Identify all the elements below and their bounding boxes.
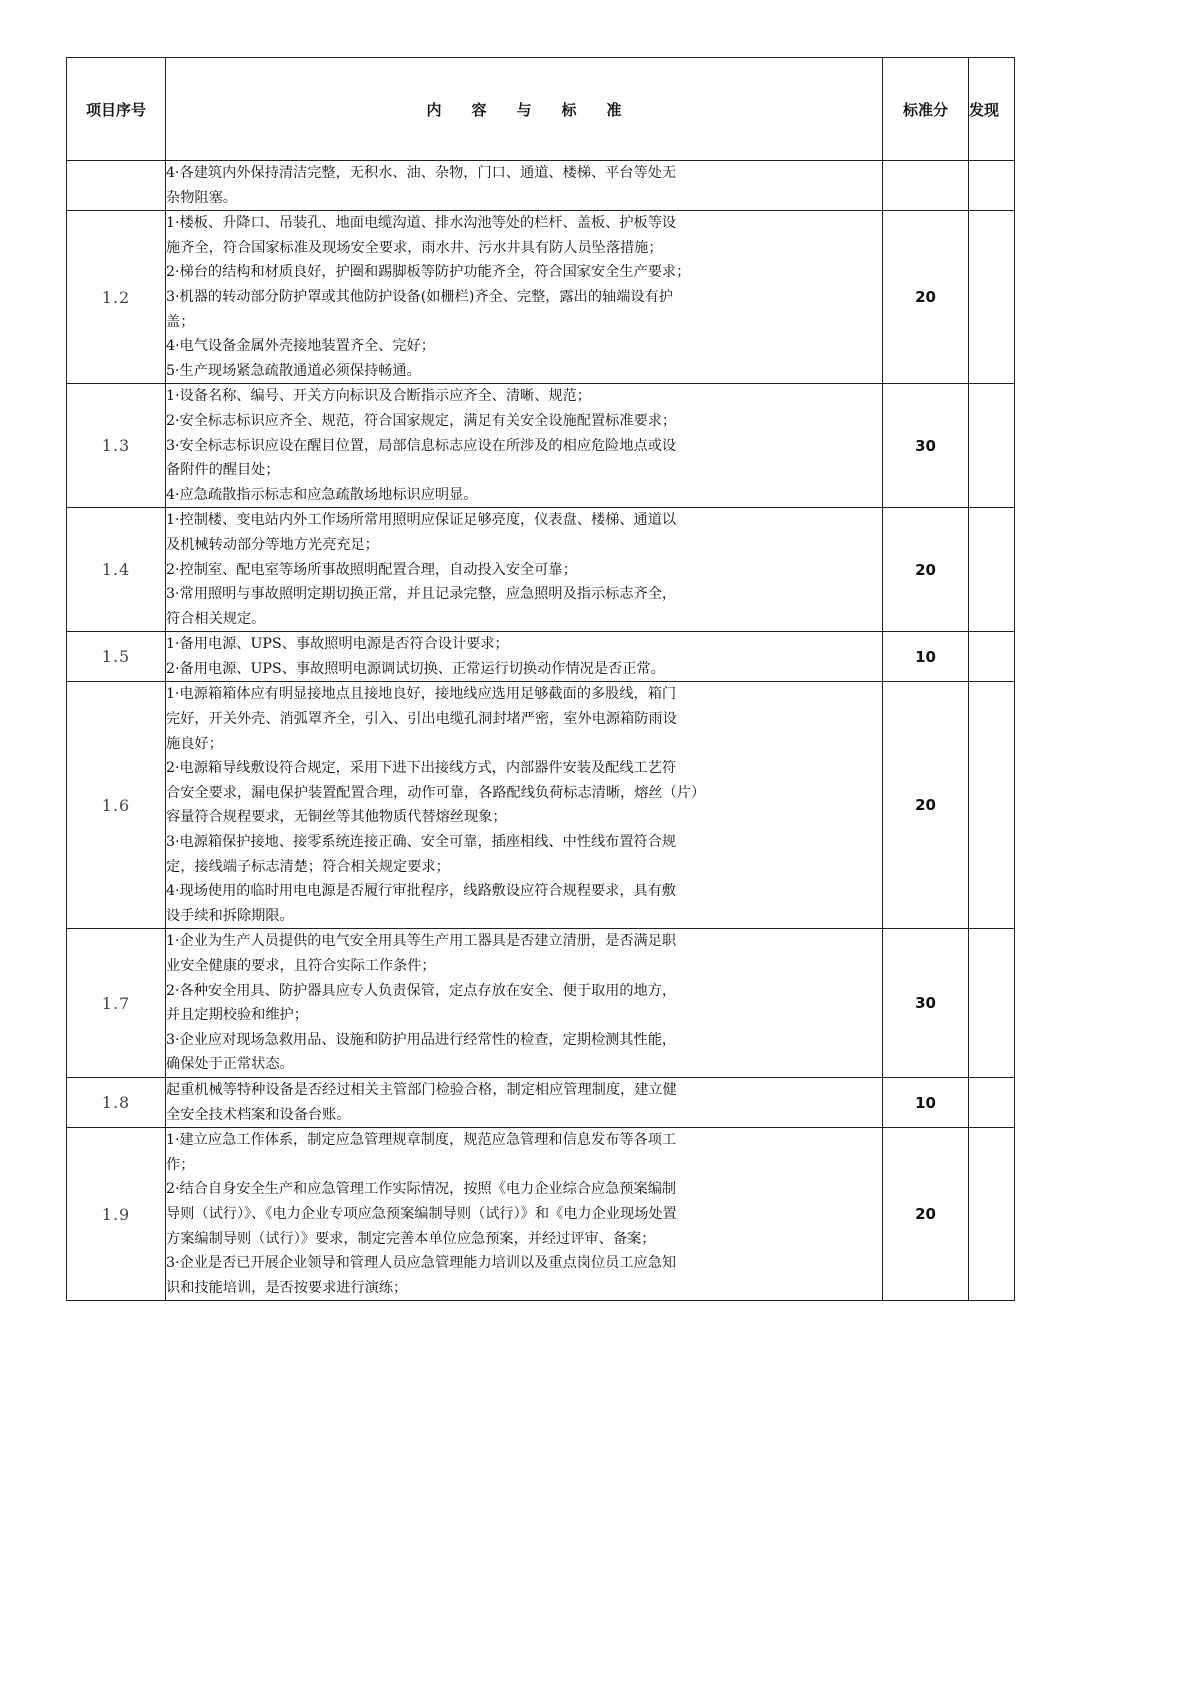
content-line: 合安全要求，漏电保护装置配置合理，动作可靠，各路配线负荷标志清晰，熔丝（片） bbox=[166, 784, 706, 801]
content-line: 3·企业应对现场急救用品、设施和防护用品进行经常性的检查，定期检测其性能， bbox=[166, 1031, 677, 1048]
findings-cell bbox=[969, 929, 1015, 1078]
header-content-standard: 内 容 与 标 准 bbox=[166, 58, 883, 161]
content-line: 确保处于正常状态。 bbox=[166, 1056, 294, 1073]
content-standard-cell bbox=[166, 682, 883, 929]
item-number-cell: 1.9 bbox=[67, 1128, 166, 1301]
content-line: 方案编制导则（试行）》要求，制定完善本单位应急预案，并经过评审、备案； bbox=[166, 1230, 656, 1247]
table-header-row bbox=[67, 58, 1015, 161]
content-line: 1·电源箱箱体应有明显接地点且接地良好，接地线应选用足够截面的多股线，箱门 bbox=[166, 686, 677, 703]
content-line: 识和技能培训，是否按要求进行演练； bbox=[166, 1279, 408, 1296]
table-row bbox=[67, 632, 1015, 682]
content-line: 2·电源箱导线敷设符合规定，采用下进下出接线方式，内部器件安装及配线工艺符 bbox=[166, 760, 677, 777]
table-body bbox=[67, 161, 1015, 1301]
content-standard-cell bbox=[166, 384, 883, 508]
content-line: 业安全健康的要求，且符合实际工作条件； bbox=[166, 958, 436, 974]
findings-cell bbox=[969, 682, 1015, 929]
content-line: 3·常用照明与事故照明定期切换正常，并且记录完整，应急照明及指示标志齐全， bbox=[166, 586, 677, 603]
content-line: 施良好； bbox=[166, 735, 223, 752]
content-line: 2·结合自身安全生产和应急管理工作实际情况，按照《电力企业综合应急预案编制 bbox=[166, 1181, 677, 1198]
item-number-cell: 1.8 bbox=[67, 1077, 166, 1127]
standard-score-cell: 10 bbox=[883, 1077, 969, 1127]
content-line: 完好，开关外壳、消弧罩齐全，引入、引出电缆孔洞封堵严密，室外电源箱防雨设 bbox=[166, 711, 677, 728]
table-row bbox=[67, 1128, 1015, 1301]
standard-score-cell bbox=[883, 161, 969, 211]
standard-score-cell: 20 bbox=[883, 682, 969, 929]
inspection-standard-table bbox=[66, 57, 1015, 1301]
content-line: 作； bbox=[166, 1156, 195, 1173]
table-row bbox=[67, 929, 1015, 1078]
content-line: 定，接线端子标志清楚；符合相关规定要求； bbox=[166, 858, 450, 875]
standard-score-cell: 20 bbox=[883, 508, 969, 632]
item-number-cell bbox=[67, 161, 166, 211]
content-standard-cell bbox=[166, 508, 883, 632]
standard-score-cell: 30 bbox=[883, 929, 969, 1078]
content-standard-cell bbox=[166, 1077, 883, 1127]
inspection-standard-table-sheet bbox=[66, 57, 1014, 1301]
content-standard-cell bbox=[166, 211, 883, 384]
content-standard-cell bbox=[166, 1128, 883, 1301]
standard-score-cell: 20 bbox=[883, 211, 969, 384]
table-row bbox=[67, 161, 1015, 211]
header-standard-score: 标准分 bbox=[883, 58, 969, 161]
content-line: 1·备用电源、UPS、事故照明电源是否符合设计要求； bbox=[166, 636, 509, 653]
table-row bbox=[67, 1077, 1015, 1127]
item-number-cell: 1.2 bbox=[67, 211, 166, 384]
content-line: 4·应急疏散指示标志和应急疏散场地标识应明显。 bbox=[166, 486, 478, 503]
content-line: 3·机器的转动部分防护罩或其他防护设备(如栅栏)齐全、完整，露出的轴端设有护 bbox=[166, 288, 673, 305]
table-row bbox=[67, 384, 1015, 508]
content-line: 2·安全标志标识应齐全、规范，符合国家规定，满足有关安全设施配置标准要求； bbox=[166, 412, 677, 429]
content-line: 及机械转动部分等地方光亮充足； bbox=[166, 536, 379, 553]
content-line: 1·控制楼、变电站内外工作场所常用照明应保证足够亮度，仪表盘、楼梯、通道以 bbox=[166, 512, 677, 529]
item-number-cell: 1.6 bbox=[67, 682, 166, 929]
content-line: 2·各种安全用具、防护器具应专人负责保管，定点存放在安全、便于取用的地方， bbox=[166, 982, 677, 999]
standard-score-cell: 30 bbox=[883, 384, 969, 508]
content-line: 盖； bbox=[166, 313, 195, 330]
content-line: 杂物阻塞。 bbox=[166, 189, 237, 206]
content-line: 备附件的醒目处； bbox=[166, 462, 280, 479]
content-line: 3·电源箱保护接地、接零系统连接正确、安全可靠，插座相线、中性线布置符合规 bbox=[166, 834, 677, 851]
content-standard-cell bbox=[166, 161, 883, 211]
findings-cell bbox=[969, 632, 1015, 682]
content-standard-cell bbox=[166, 929, 883, 1078]
content-line: 全安全技术档案和设备台账。 bbox=[166, 1106, 351, 1123]
content-line: 导则（试行）》、《电力企业专项应急预案编制导则（试行）》和《电力企业现场处置 bbox=[166, 1205, 677, 1222]
content-line: 3·企业是否已开展企业领导和管理人员应急管理能力培训以及重点岗位员工应急知 bbox=[166, 1255, 677, 1272]
standard-score-cell: 10 bbox=[883, 632, 969, 682]
findings-cell bbox=[969, 1128, 1015, 1301]
content-line: 设手续和拆除期限。 bbox=[166, 907, 294, 924]
content-line: 并且定期校验和维护； bbox=[166, 1007, 308, 1024]
findings-cell bbox=[969, 211, 1015, 384]
content-line: 2·控制室、配电室等场所事故照明配置合理，自动投入安全可靠； bbox=[166, 561, 577, 578]
header-item-number: 项目序号 bbox=[67, 58, 166, 161]
content-line: 4·电气设备金属外壳接地装置齐全、完好； bbox=[166, 338, 435, 355]
content-line: 1·设备名称、编号、开关方向标识及合断指示应齐全、清晰、规范； bbox=[166, 388, 591, 405]
content-line: 施齐全，符合国家标准及现场安全要求，雨水井、污水井具有防人员坠落措施； bbox=[166, 239, 663, 256]
content-line: 2·梯台的结构和材质良好，护圈和踢脚板等防护功能齐全，符合国家安全生产要求； bbox=[166, 264, 691, 281]
table-row bbox=[67, 508, 1015, 632]
item-number-cell: 1.3 bbox=[67, 384, 166, 508]
content-line: 5·生产现场紧急疏散通道必须保持畅通。 bbox=[166, 362, 421, 379]
header-findings: 发现 bbox=[969, 58, 1015, 161]
content-line: 4·现场使用的临时用电电源是否履行审批程序，线路敷设应符合规程要求，具有敷 bbox=[166, 883, 677, 900]
findings-cell bbox=[969, 384, 1015, 508]
findings-cell bbox=[969, 508, 1015, 632]
findings-cell bbox=[969, 161, 1015, 211]
content-line: 2·备用电源、UPS、事故照明电源调试切换、正常运行切换动作情况是否正常。 bbox=[166, 660, 665, 677]
content-line: 1·楼板、升降口、吊装孔、地面电缆沟道、排水沟池等处的栏杆、盖板、护板等设 bbox=[166, 215, 677, 232]
item-number-cell: 1.5 bbox=[67, 632, 166, 682]
standard-score-cell: 20 bbox=[883, 1128, 969, 1301]
item-number-cell: 1.7 bbox=[67, 929, 166, 1078]
table-row bbox=[67, 211, 1015, 384]
content-line: 容量符合规程要求，无铜丝等其他物质代替熔丝现象； bbox=[166, 809, 507, 826]
findings-cell bbox=[969, 1077, 1015, 1127]
content-line: 3·安全标志标识应设在醒目位置，局部信息标志应设在所涉及的相应危险地点或设 bbox=[166, 437, 677, 454]
content-line: 1·企业为生产人员提供的电气安全用具等生产用工器具是否建立清册，是否满足职 bbox=[166, 933, 677, 950]
item-number-cell: 1.4 bbox=[67, 508, 166, 632]
table-row bbox=[67, 682, 1015, 929]
content-line: 起重机械等特种设备是否经过相关主管部门检验合格，制定相应管理制度，建立健 bbox=[166, 1081, 677, 1098]
content-line: 1·建立应急工作体系，制定应急管理规章制度，规范应急管理和信息发布等各项工 bbox=[166, 1132, 677, 1149]
content-standard-cell bbox=[166, 632, 883, 682]
content-line: 4·各建筑内外保持清洁完整，无积水、油、杂物，门口、通道、楼梯、平台等处无 bbox=[166, 165, 677, 181]
content-line: 符合相关规定。 bbox=[166, 610, 266, 627]
